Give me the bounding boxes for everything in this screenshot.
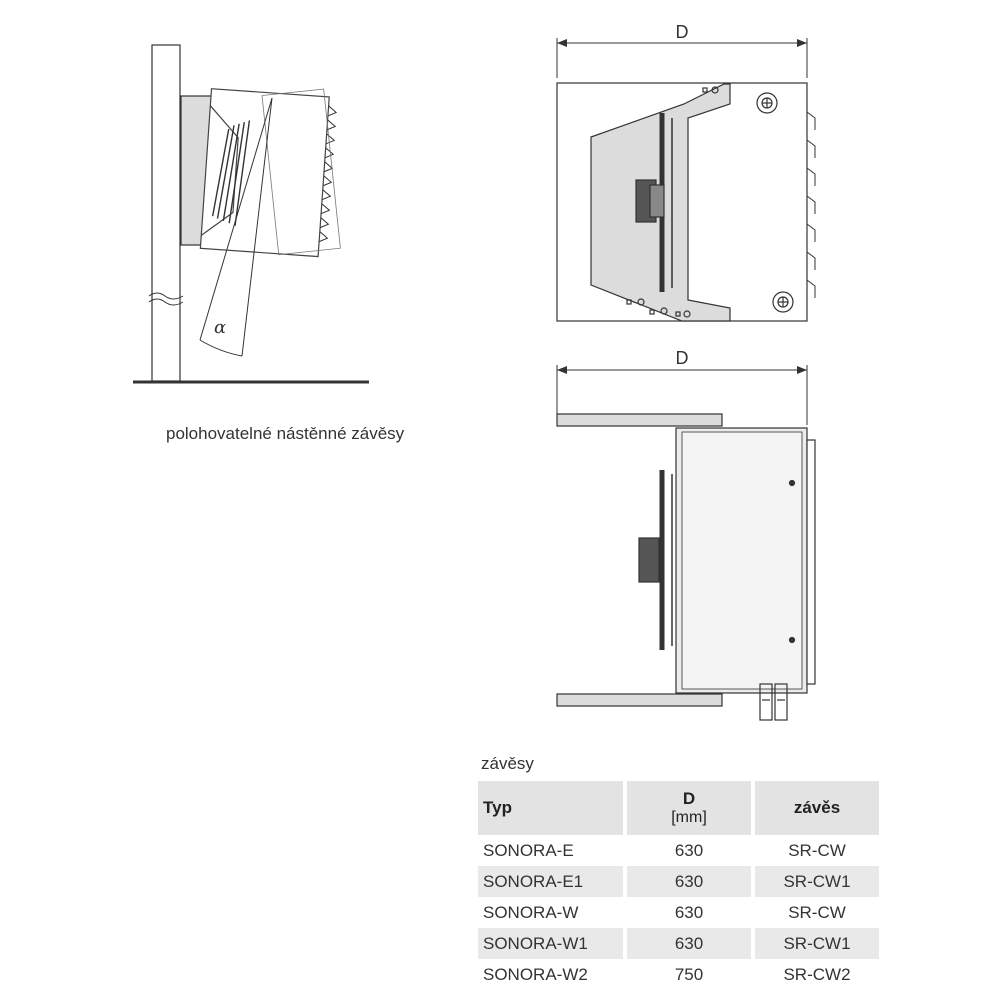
- side-view: [557, 365, 815, 720]
- wall: [152, 45, 180, 381]
- hanger-table: [478, 781, 879, 990]
- header-zaves: závěs: [755, 781, 879, 835]
- angle-label: α: [214, 317, 227, 338]
- table-header-row: [478, 781, 879, 835]
- cell-zaves: SR-CW2: [783, 964, 851, 984]
- cell-d: 630: [674, 902, 704, 922]
- table-row: [478, 835, 879, 866]
- cell-typ: SONORA-W: [483, 902, 579, 922]
- cell-zaves: SR-CW: [788, 902, 846, 922]
- cell-d: 630: [627, 866, 751, 897]
- side-dimension-label: D: [675, 348, 689, 368]
- angle-arc: [200, 340, 242, 356]
- table-row: [478, 928, 879, 959]
- cell-d: 630: [627, 928, 751, 959]
- table-title: závěsy: [481, 754, 534, 773]
- table-row: [478, 897, 879, 928]
- cell-typ: SONORA-E: [483, 840, 574, 860]
- header-d: [627, 781, 751, 835]
- table-row: [478, 866, 879, 897]
- cell-typ: SONORA-W1: [478, 928, 623, 959]
- header-d-unit: [mm]: [671, 809, 707, 826]
- cell-zaves: SR-CW1: [755, 866, 879, 897]
- diagram-caption: polohovatelné nástěnné závěsy: [166, 424, 405, 443]
- header-d-label: D: [682, 789, 696, 808]
- cell-zaves: SR-CW1: [755, 928, 879, 959]
- cell-d: 750: [674, 964, 704, 984]
- cell-typ: SONORA-W2: [483, 964, 588, 984]
- plan-view: [557, 38, 815, 321]
- cell-zaves: SR-CW: [788, 840, 846, 860]
- wall-mount-side-view: [133, 45, 369, 382]
- tilted-unit-body: [200, 89, 337, 257]
- cell-typ: SONORA-E1: [478, 866, 623, 897]
- table-row: [478, 959, 879, 990]
- side-top-rail: [557, 414, 722, 426]
- plan-dimension-label: D: [675, 22, 689, 42]
- side-fan: [639, 470, 672, 650]
- side-bottom-rail: [557, 694, 722, 706]
- header-typ: Typ: [478, 781, 623, 835]
- cell-d: 630: [674, 840, 704, 860]
